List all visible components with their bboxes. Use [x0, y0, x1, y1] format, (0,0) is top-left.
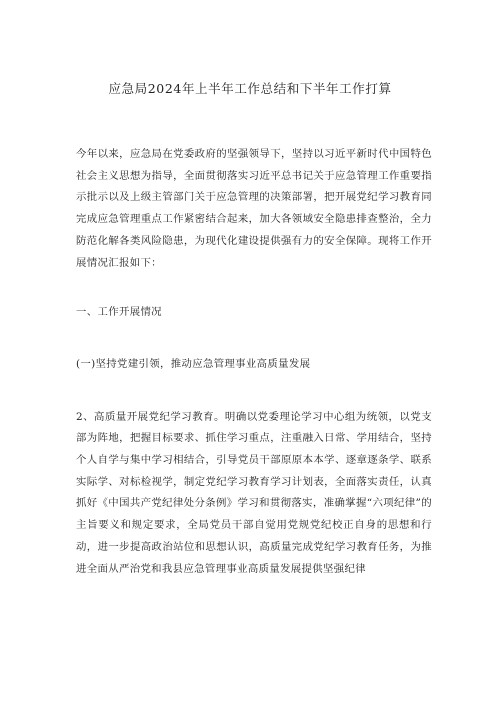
spacer	[76, 274, 432, 302]
document-body	[76, 144, 432, 580]
item-2-paragraph: 2、高质量开展党纪学习教育。明确以党委理论学习中心组为统领，以党支部为阵地，把握目标要求、抓住学习重点，注重融入日常、学用结合，坚持个人自学与集中学习相结合，引导党员干部原原本本学、逐章逐条学、联系实际学、对标检视学，制定党纪学习教育学习计划表，全面落实责任，认真抓好《中国共产党纪律处分条例》学习和贯彻落实，准确掌握“六项纪律”的主旨要义和规定要求，全局党员干部自觉用党规党纪校正自身的思想和行动，进一步提高政治站位和思想认识，高质量完成党纪学习教育任务，为推进全面从严治党和我县应急管理事业高质量发展提供坚强纪律	[76, 410, 432, 575]
document-title: 应急局2024年上半年工作总结和下半年工作打算	[108, 81, 392, 96]
spacer	[76, 376, 432, 407]
spacer	[76, 324, 432, 354]
intro-paragraph: 今年以来，应急局在党委政府的坚强领导下，坚持以习近平新时代中国特色社会主义思想为指导，全面贯彻落实习近平总书记关于应急管理工作重要指示批示以及上级主管部门关于应急管理的决策部署，把开展党纪学习教育同完成应急管理重点工作紧密结合起来，加大各领域安全隐患排查整治，全力防范化解各类风险隐患，为现代化建设提供强有力的安全保障。现将工作开展情况汇报如下：	[76, 148, 432, 269]
section-heading: 一、工作开展情况	[76, 306, 162, 319]
subsection-heading: (一)坚持党建引领，推动应急管理事业高质量发展	[76, 357, 311, 370]
